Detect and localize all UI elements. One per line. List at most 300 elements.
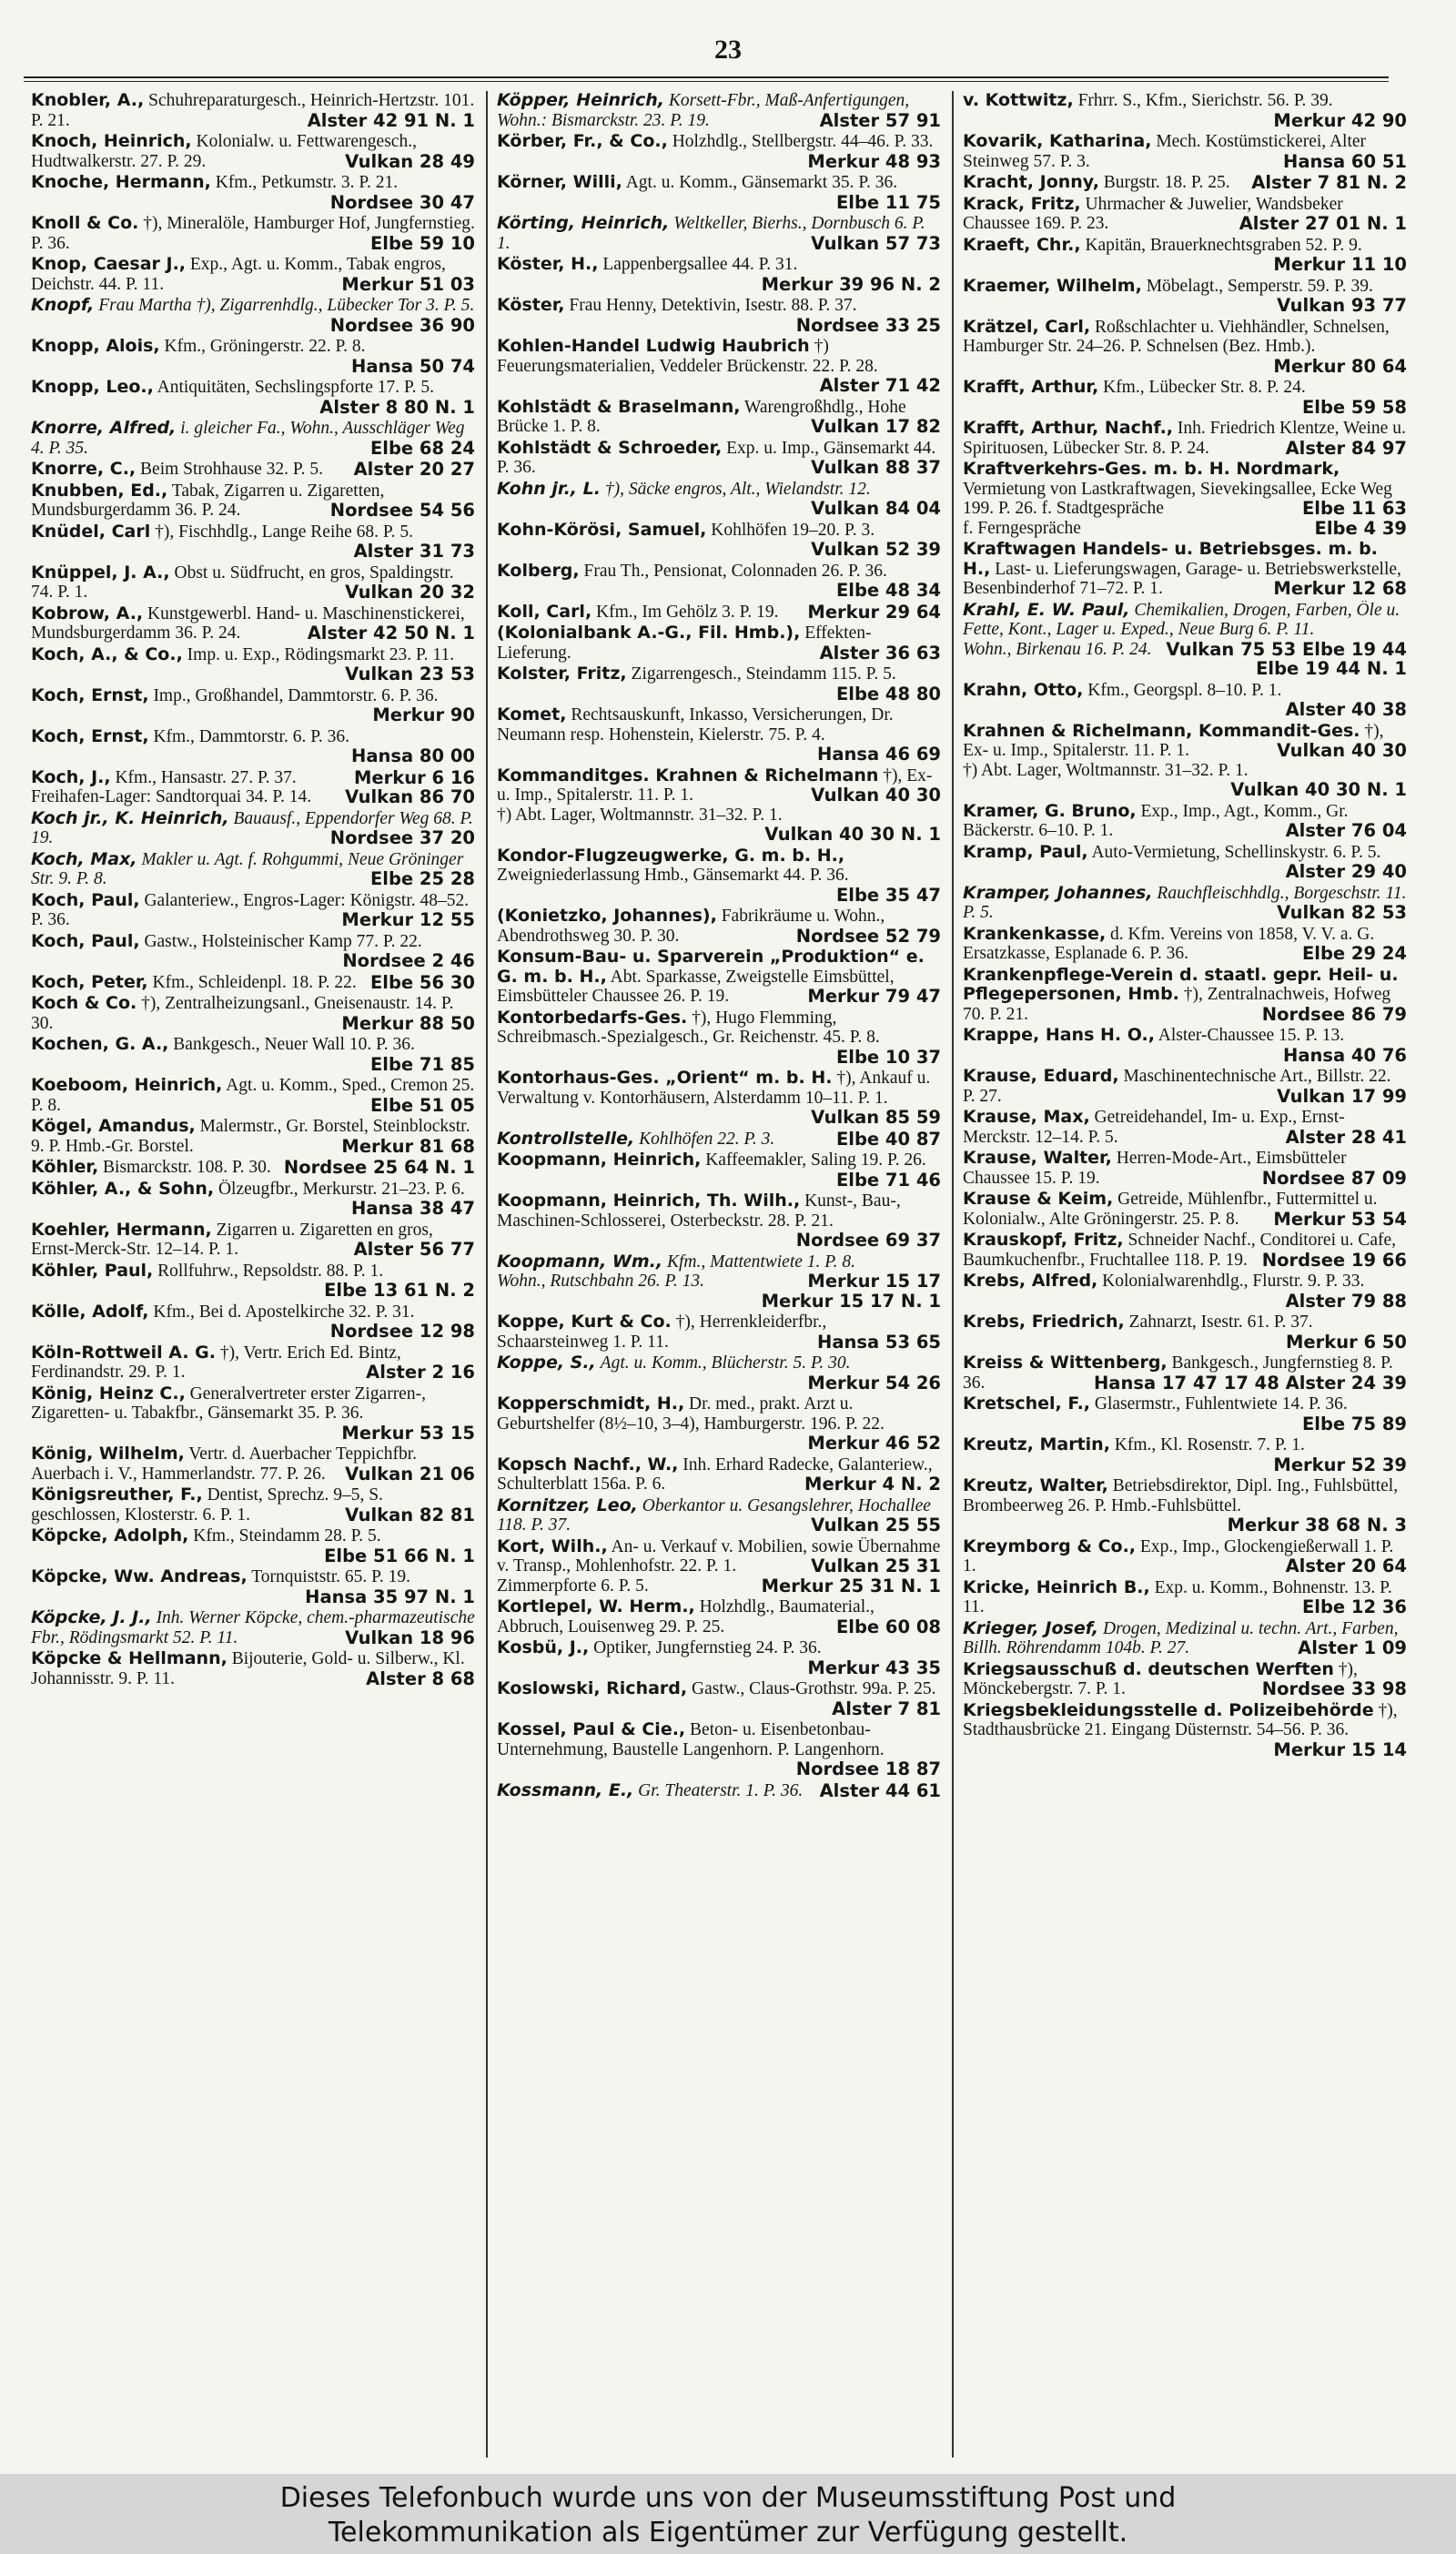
directory-entry — [497, 1312, 941, 1352]
directory-entry — [963, 681, 1407, 720]
directory-entry — [31, 973, 475, 993]
entry-details: Galanteriew., Engros-Lager: Königstr. 48–52. P. 36. — [31, 890, 470, 929]
phone-exchange: Hansa 46 69 — [817, 744, 941, 765]
directory-entry — [31, 1076, 475, 1115]
directory-entry — [497, 1496, 941, 1535]
entry-name: Koch, Max, — [31, 849, 137, 869]
entry-details: Schuhreparaturgesch., Heinrich-Hertzstr. 101. P. 21. — [31, 91, 475, 130]
entry-name: König, Heinz C., — [31, 1383, 186, 1404]
entry-details: Abt. Sparkasse, Zweigstelle Eimsbüttel, Eimsbütteler Chaussee 26. P. 19. — [497, 967, 895, 1006]
entry-name: Kontorbedarfs-Ges. — [497, 1008, 688, 1028]
phone-exchange: Merkur 39 96 N. 2 — [761, 273, 941, 294]
entry-details: Weltkeller, Bierhs., Dornbusch 6. P. 1. — [497, 214, 925, 253]
phone-exchange: Elbe 25 28 — [369, 868, 475, 889]
phone-exchange: Vulkan 40 30 N. 1 — [1230, 779, 1407, 800]
entry-name: Koeboom, Heinrich, — [31, 1076, 223, 1095]
entry-name: Kobrow, A., — [31, 603, 144, 623]
entry-details: †), Säcke engros, Alt., Wielandstr. 12. — [604, 479, 871, 499]
entry-details: Rechtsauskunft, Inkasso, Versicherungen, Dr. Neumann resp. Hohenstein, Kielerstr. 75. P. 4. — [497, 705, 894, 745]
entry-details: Antiquitäten, Sechslingspforte 17. P. 5. — [157, 378, 435, 397]
entry-name: Kohlstädt & Schroeder, — [497, 438, 723, 458]
entry-details: Imp. u. Exp., Rödingsmarkt 23. P. 11. — [187, 644, 455, 664]
directory-entry — [963, 1067, 1407, 1106]
entry-name: König, Wilhelm, — [31, 1444, 185, 1464]
phone-exchange: Merkur 38 68 N. 3 — [1227, 1515, 1407, 1535]
entry-name: Koch, J., — [31, 767, 111, 787]
entry-name: Koch, Paul, — [31, 931, 140, 951]
entry-name: Krebs, Friedrich, — [963, 1312, 1125, 1332]
phone-exchange: Merkur 54 26 — [807, 1372, 941, 1393]
entry-name: Körner, Willi, — [497, 173, 622, 192]
entry-details: †), Vertr. Erich Ed. Bintz, Ferdinandstr. 29. P. 1. — [31, 1343, 401, 1382]
entry-name: Kramp, Paul, — [963, 842, 1088, 862]
directory-entry — [963, 91, 1407, 130]
directory-entry — [497, 398, 941, 437]
entry-name: Knop, Caesar J., — [31, 255, 187, 274]
phone-exchange: Hansa 35 97 N. 1 — [305, 1586, 475, 1606]
directory-entry — [497, 132, 941, 171]
phone-exchange: Nordsee 52 79 — [795, 925, 941, 946]
entry-name: Knopf, — [31, 296, 95, 315]
phone-exchange: Vulkan 20 32 — [345, 582, 475, 603]
directory-entry — [497, 1394, 941, 1454]
entry-details: Agt. u. Komm., Sped., Cremon 25. P. 8. — [31, 1076, 475, 1115]
entry-details: Gastw., Holsteinischer Kamp 77. P. 22. — [144, 931, 422, 951]
entry-details: Kfm., Schleidenpl. 18. P. 22. — [152, 972, 357, 992]
entry-details: Zigarrengesch., Steindamm 115. P. 5. — [631, 664, 896, 684]
entry-details: Bismarckstr. 108. P. 30. — [103, 1158, 271, 1177]
phone-exchange: Alster 8 68 — [366, 1667, 475, 1688]
directory-entry — [497, 1191, 941, 1251]
phone-exchange: Merkur 25 31 N. 1 — [761, 1575, 941, 1596]
entry-name: Koch, A., & Co., — [31, 644, 183, 664]
entry-name: Krankenkasse, — [963, 924, 1107, 944]
entry-details: Getreidehandel, Im- u. Exp., Ernst-Merckstr. 12–14. P. 5. — [963, 1108, 1345, 1147]
phone-exchange: Elbe 51 66 N. 1 — [324, 1545, 475, 1566]
directory-entry — [31, 481, 475, 521]
entry-name: Krafft, Arthur, Nachf., — [963, 419, 1174, 438]
directory-entry — [963, 802, 1407, 841]
entry-name: Koppe, Kurt & Co. — [497, 1312, 672, 1332]
directory-entry — [963, 318, 1407, 377]
entry-name: Krauskopf, Fritz, — [963, 1231, 1124, 1250]
phone-exchange: Hansa 60 51 — [1283, 150, 1407, 171]
phone-exchange: Alster 20 64 — [1285, 1556, 1407, 1576]
entry-name: Köpcke, Adolph, — [31, 1526, 189, 1546]
entry-details: Lappenbergsallee 44. P. 31. — [602, 255, 798, 274]
entry-details: Kunst-, Bau-, Maschinen-Schlosserei, Osterbeckstr. 28. P. 21. — [497, 1191, 901, 1231]
directory-entry — [497, 1720, 941, 1779]
column-divider — [952, 91, 954, 2458]
entry-name: Kreutz, Walter, — [963, 1476, 1108, 1495]
phone-exchange: Elbe 4 39 — [1314, 517, 1407, 538]
directory-entry — [497, 521, 941, 560]
directory-entry — [31, 296, 475, 335]
entry-name: Köln-Rottweil A. G. — [31, 1343, 216, 1363]
directory-entry — [31, 1180, 475, 1219]
header-rule — [24, 76, 1389, 78]
entry-name: Kramper, Johannes, — [963, 883, 1153, 903]
entry-name: Koch, Ernst, — [31, 726, 149, 746]
directory-entry — [31, 727, 475, 766]
entry-details: Oberkantor u. Gesangslehrer, Hochallee 118. P. 37. — [497, 1495, 931, 1535]
entry-name: Krack, Fritz, — [963, 194, 1081, 214]
phone-exchange: Merkur 15 14 — [1273, 1738, 1407, 1759]
phone-exchange: Vulkan 21 06 — [345, 1463, 475, 1484]
entry-details: Inh. Werner Köpcke, chem.-pharmazeutische Fbr., Rödingsmarkt 52. P. 11. — [31, 1608, 475, 1647]
entry-name: Komet, — [497, 705, 567, 725]
directory-entry — [31, 604, 475, 644]
phone-exchange: Merkur 11 10 — [1273, 254, 1407, 275]
directory-entry — [497, 623, 941, 663]
phone-exchange: Nordsee 19 66 — [1261, 1249, 1407, 1270]
directory-entry — [497, 1638, 941, 1677]
phone-exchange: Hansa 17 47 17 48 Alster 24 39 — [1093, 1372, 1407, 1393]
phone-exchange: Merkur 15 17 N. 1 — [761, 1290, 941, 1311]
entry-details: Frhrr. S., Kfm., Sierichstr. 56. P. 39. — [1077, 91, 1333, 110]
directory-entry — [963, 460, 1407, 538]
entry-details: Gr. Theaterstr. 1. P. 36. — [638, 1780, 804, 1800]
entry-details: Kaffeemakler, Saling 19. P. 26. — [705, 1150, 926, 1170]
phone-exchange: Elbe 12 36 — [1301, 1596, 1407, 1617]
directory-entry — [31, 460, 475, 480]
entry-name: Königsreuther, F., — [31, 1485, 203, 1505]
phone-exchange: Alster 57 91 — [819, 109, 941, 130]
entry-details: Tornquiststr. 65. P. 19. — [251, 1567, 410, 1586]
column-divider — [486, 91, 488, 2458]
phone-exchange: Merkur 6 16 — [354, 767, 475, 788]
phone-exchange: Hansa 50 74 — [351, 355, 475, 376]
directory-entry — [31, 891, 475, 930]
entry-name: Koopmann, Heinrich, Th. Wilh., — [497, 1191, 801, 1211]
entry-details: Betriebsdirektor, Dipl. Ing., Fuhlsbüttel, Brombeerweg 26. P. Hmb.-Fuhlsbüttel. — [963, 1476, 1399, 1515]
phone-exchange: Merkur 88 50 — [341, 1012, 475, 1033]
directory-entry — [497, 1252, 941, 1312]
phone-exchange: Elbe 60 08 — [835, 1616, 941, 1637]
directory-column-1 — [25, 91, 480, 2467]
phone-exchange: Hansa 38 47 — [351, 1198, 475, 1219]
entry-name: Knopp, Leo., — [31, 378, 154, 397]
entry-details: i. gleicher Fa., Wohn., Ausschläger Weg 4. P. 35. — [31, 419, 465, 458]
phone-exchange: Merkur 53 54 — [1273, 1208, 1407, 1229]
phone-exchange: Vulkan 28 49 — [345, 150, 475, 171]
entry-details: †), Ex- u. Imp., Spitalerstr. 11. P. 1. — [963, 721, 1384, 760]
entry-name: Kornitzer, Leo, — [497, 1495, 638, 1515]
entry-details: Kfm., Petkumstr. 3. P. 21. — [215, 173, 399, 192]
entry-details: Zahnarzt, Isestr. 61. P. 37. — [1128, 1312, 1313, 1332]
phone-exchange: Hansa 53 65 — [817, 1331, 941, 1352]
entry-details: Effekten-Lieferung. — [497, 623, 872, 663]
directory-entry — [963, 1619, 1407, 1658]
entry-name: Knobler, A., — [31, 91, 145, 110]
entry-name: Konsum-Bau- u. Sparverein „Produktion“ e. G. m. b. H., — [497, 948, 925, 987]
directory-entry — [497, 562, 941, 601]
entry-name: Krause, Eduard, — [963, 1067, 1119, 1086]
entry-details: Herren-Mode-Art., Eimsbütteler Chaussee 15. P. 19. — [963, 1149, 1347, 1188]
entry-details: Zweigniederlassung Hmb., Gänsemarkt 44. P. 36. — [497, 866, 849, 885]
directory-entry — [963, 195, 1407, 234]
entry-name: Koch, Peter, — [31, 972, 148, 992]
entry-name: Kopsch Nachf., W., — [497, 1454, 679, 1475]
directory-entry — [31, 173, 475, 212]
entry-subline-text: Wohn., Rutschbahn 26. P. 13. — [497, 1272, 705, 1291]
entry-subline-text: f. Ferngespräche — [963, 518, 1081, 538]
entry-details: Zigarren u. Zigaretten en gros, Ernst-Merck-Str. 12–14. P. 1. — [31, 1220, 433, 1259]
directory-entry — [31, 1444, 475, 1484]
entry-subline-text: †) Abt. Lager, Woltmannstr. 31–32. P. 1. — [497, 805, 783, 825]
directory-entry — [497, 255, 941, 294]
entry-subline — [963, 760, 1407, 800]
phone-exchange: Merkur 4 N. 2 — [804, 1474, 941, 1495]
phone-exchange: Alster 27 01 N. 1 — [1239, 213, 1407, 234]
entry-name: Knorre, Alfred, — [31, 419, 177, 438]
directory-entry — [497, 91, 941, 130]
entry-name: Köster, H., — [497, 255, 599, 274]
directory-entry — [963, 1108, 1407, 1147]
entry-name: Krause & Keim, — [963, 1190, 1114, 1209]
phone-exchange: Alster 31 73 — [353, 541, 475, 562]
directory-entry — [497, 173, 941, 212]
directory-entry — [31, 91, 475, 130]
phone-exchange: Merkur 42 90 — [1273, 109, 1407, 130]
entry-name: Kraeft, Chr., — [963, 235, 1081, 255]
phone-exchange: Vulkan 23 53 — [345, 664, 475, 684]
entry-name: Kolster, Fritz, — [497, 664, 627, 684]
phone-exchange: Alster 71 42 — [819, 375, 941, 396]
directory-entry — [497, 1353, 941, 1393]
directory-entry — [497, 766, 941, 845]
phone-exchange: Nordsee 18 87 — [795, 1758, 941, 1779]
entry-name: Koslowski, Richard, — [497, 1679, 688, 1698]
phone-exchange: Alster 20 27 — [353, 460, 475, 480]
phone-exchange: Alster 8 80 N. 1 — [319, 396, 475, 417]
phone-exchange: Alster 2 16 — [366, 1362, 475, 1383]
entry-name: Kohlen-Handel Ludwig Haubrich — [497, 337, 810, 356]
entry-details: Kfm., Dammtorstr. 6. P. 36. — [153, 726, 350, 746]
phone-exchange: Alster 40 38 — [1285, 699, 1407, 720]
directory-entry — [31, 378, 475, 417]
entry-details: †), Zentralheizungsanl., Gneisenaustr. 14. P. 30. — [31, 994, 454, 1033]
entry-name: Krafft, Arthur, — [963, 378, 1099, 397]
entry-details: Korsett-Fbr., Maß-Anfertigungen, Wohn.: Bismarckstr. 23. P. 19. — [497, 91, 910, 130]
entry-subline — [497, 805, 941, 845]
entry-details: Tabak, Zigarren u. Zigaretten, Mundsburgerdamm 36. P. 24. — [31, 481, 385, 520]
entry-name: Kriegsbekleidungsstelle d. Polizeibehörde — [963, 1700, 1374, 1720]
entry-name: Krahl, E. W. Paul, — [963, 600, 1130, 620]
entry-name: Kohn-Körösi, Samuel, — [497, 520, 707, 540]
phone-exchange: Alster 76 04 — [1285, 820, 1407, 841]
directory-entry — [31, 809, 475, 848]
phone-exchange: Merkur 43 35 — [807, 1657, 941, 1677]
entry-details: Rauchfleischhdlg., Borgeschstr. 11. P. 5. — [963, 883, 1407, 922]
directory-entry — [31, 563, 475, 603]
entry-name: Krieger, Josef, — [963, 1618, 1099, 1638]
entry-details: †), Herrenkleiderfbr., Schaarsteinweg 1. P. 11. — [497, 1312, 827, 1352]
phone-exchange: Vulkan 25 31 — [811, 1556, 941, 1576]
directory-entry — [963, 722, 1407, 800]
phone-exchange: Vulkan 40 30 N. 1 — [764, 824, 941, 845]
phone-exchange: Alster 42 91 N. 1 — [307, 109, 475, 130]
phone-exchange: Vulkan 17 82 — [811, 416, 941, 437]
phone-exchange: Elbe 10 37 — [835, 1046, 941, 1067]
entry-name: Knüppel, J. A., — [31, 562, 170, 583]
entry-name: Koehler, Hermann, — [31, 1220, 212, 1240]
phone-exchange: Merkur 79 47 — [807, 986, 941, 1007]
directory-entry — [963, 1537, 1407, 1576]
phone-exchange: Elbe 11 63 — [1301, 498, 1407, 519]
entry-name: Kovarik, Katharina, — [963, 132, 1152, 151]
phone-exchange: Nordsee 86 79 — [1261, 1003, 1407, 1024]
entry-name: Knopp, Alois, — [31, 337, 160, 356]
directory-entry — [963, 1476, 1407, 1535]
entry-details: Frau Th., Pensionat, Colonnaden 26. P. 36. — [583, 561, 887, 581]
phone-exchange: Elbe 48 34 — [835, 580, 941, 601]
entry-name: Kreutz, Martin, — [963, 1435, 1110, 1454]
phone-exchange: Alster 56 77 — [353, 1239, 475, 1260]
entry-name: Köpper, Heinrich, — [497, 91, 664, 110]
entry-details: †), Stadthausbrücke 21. Eingang Düsternstr. 54–56. P. 36. — [963, 1700, 1398, 1739]
directory-entry — [31, 1485, 475, 1525]
entry-name: Kontrollstelle, — [497, 1129, 635, 1149]
entry-name: Kommanditges. Krahnen & Richelmann — [497, 765, 879, 785]
entry-details: Roßschlachter u. Viehhändler, Schnelsen, Hamburger Str. 24–26. P. Schnelsen (Bez. Hmb.). — [963, 317, 1390, 356]
entry-details: Kolonialwarenhdlg., Flurstr. 9. P. 33. — [1102, 1272, 1365, 1291]
entry-subline-text: Zimmerpforte 6. P. 5. — [497, 1576, 649, 1596]
directory-entry — [497, 705, 941, 765]
entry-name: Knorre, C., — [31, 460, 136, 479]
phone-exchange: Alster 29 40 — [1285, 861, 1407, 882]
entry-name: Krause, Walter, — [963, 1149, 1112, 1168]
entry-details: Uhrmacher & Juwelier, Wandsbeker Chaussee 169. P. 23. — [963, 194, 1343, 233]
phone-exchange: Elbe 29 24 — [1301, 943, 1407, 964]
entry-details: Kfm., Gröningerstr. 22. P. 8. — [164, 337, 366, 356]
entry-name: Kontorhaus-Ges. „Orient“ m. b. H. — [497, 1069, 833, 1088]
entry-details: Warengroßhdlg., Hohe Brücke 1. P. 8. — [497, 397, 906, 436]
phone-exchange: Merkur 52 39 — [1273, 1454, 1407, 1475]
phone-exchange: Vulkan 93 77 — [1277, 295, 1407, 316]
entry-subline — [31, 787, 475, 807]
directory-entry — [31, 850, 475, 889]
entry-details: Kfm., Steindamm 28. P. 5. — [193, 1526, 381, 1546]
entry-name: Koch jr., K. Heinrich, — [31, 808, 229, 828]
directory-entry — [963, 925, 1407, 964]
phone-exchange: Elbe 75 89 — [1301, 1413, 1407, 1434]
entry-name: Kossel, Paul & Cie., — [497, 1720, 686, 1739]
directory-entry — [31, 932, 475, 971]
entry-details: Kfm., Hansastr. 27. P. 37. — [115, 767, 297, 787]
entry-details: Malermstr., Gr. Borstel, Steinblockstr. 9. P. Hmb.-Gr. Borstel. — [31, 1117, 470, 1156]
directory-entry — [963, 1394, 1407, 1434]
entry-name: Köhler, Paul, — [31, 1261, 154, 1281]
directory-entry — [963, 277, 1407, 316]
directory-entry — [497, 948, 941, 1007]
directory-entry — [963, 1701, 1407, 1760]
entry-name: Knoche, Hermann, — [31, 173, 211, 192]
directory-entry — [963, 1231, 1407, 1270]
entry-subline-text: Freihafen-Lager: Sandtorquai 34. P. 14. — [31, 787, 312, 806]
phone-exchange: Nordsee 30 47 — [329, 191, 475, 212]
phone-exchange: Elbe 11 75 — [835, 191, 941, 212]
directory-entry — [963, 1578, 1407, 1617]
entry-details: Agt. u. Komm., Gänsemarkt 35. P. 36. — [625, 173, 898, 192]
phone-exchange: Elbe 35 47 — [835, 884, 941, 905]
entry-details: Alster-Chaussee 15. P. 13. — [1158, 1026, 1345, 1045]
entry-details: Bauausf., Eppendorfer Weg 68. P. 19. — [31, 808, 473, 847]
directory-entry — [497, 296, 941, 335]
entry-details: Dentist, Sprechz. 9–5, S. geschlossen, Klosterstr. 6. P. 1. — [31, 1485, 383, 1525]
directory-entry — [31, 132, 475, 171]
directory-entry — [497, 846, 941, 906]
phone-exchange: Vulkan 82 81 — [345, 1504, 475, 1525]
entry-details: Schneider Nachf., Conditorei u. Cafe, Baumkuchenfbr., Fruchtallee 118. P. 19. — [963, 1231, 1397, 1270]
phone-exchange: Vulkan 84 04 — [811, 498, 941, 519]
phone-exchange: Vulkan 40 30 — [811, 785, 941, 806]
entry-details: Exp., Imp., Agt., Komm., Gr. Bäckerstr. 6–10. P. 1. — [963, 801, 1349, 840]
phone-exchange: Merkur 6 50 — [1286, 1331, 1407, 1352]
phone-exchange: Alster 44 61 — [819, 1780, 941, 1800]
directory-entry — [963, 1272, 1407, 1311]
phone-exchange: Elbe 19 44 N. 1 — [1256, 658, 1407, 679]
entry-details: Kolonialw. u. Fettwarengesch., Hudtwalkerstr. 27. P. 29. — [31, 132, 417, 171]
entry-details: Vertr. d. Auerbacher Teppichfbr. Auerbach i. V., Hammerlandstr. 77. P. 26. — [31, 1444, 417, 1484]
phone-exchange: Alster 1 09 — [1298, 1637, 1407, 1658]
phone-exchange: Merkur 51 03 — [341, 273, 475, 294]
entry-details: Gastw., Claus-Grothstr. 99a. P. 25. — [691, 1679, 936, 1698]
entry-name: Koll, Carl, — [497, 602, 592, 622]
phone-exchange: Merkur 53 15 — [341, 1422, 475, 1443]
directory-entry — [497, 1537, 941, 1596]
directory-entry — [963, 884, 1407, 923]
entry-name: Koch & Co. — [31, 994, 137, 1013]
directory-entry — [31, 1302, 475, 1342]
directory-entry — [963, 378, 1407, 417]
entry-details: Getreide, Mühlenfbr., Futtermittel u. Kolonialw., Alte Gröningerstr. 25. P. 8. — [963, 1190, 1378, 1229]
directory-entry — [963, 1312, 1407, 1352]
entry-name: Koopmann, Wm., — [497, 1252, 663, 1272]
phone-exchange: Alster 28 41 — [1285, 1126, 1407, 1147]
directory-entry — [31, 1221, 475, 1260]
phone-exchange: Elbe 13 61 N. 2 — [324, 1280, 475, 1301]
entry-name: Köster, — [497, 296, 565, 315]
directory-entry — [963, 1660, 1407, 1699]
entry-name: Krause, Max, — [963, 1108, 1090, 1127]
phone-exchange: Elbe 51 05 — [369, 1094, 475, 1115]
entry-details: Inh. Erhard Radecke, Galanteriew., Schulterblatt 156a. P. 6. — [497, 1454, 933, 1494]
entry-details: Vermietung von Lastkraftwagen, Sievekingsallee, Ecke Weg 199. P. 26. f. Stadtgespräche — [963, 479, 1392, 518]
phone-exchange: Alster 7 81 — [832, 1698, 941, 1718]
directory-entry — [963, 236, 1407, 275]
entry-subline-text: †) Abt. Lager, Woltmannstr. 31–32. P. 1. — [963, 760, 1249, 780]
directory-entry — [31, 1117, 475, 1156]
entry-details: Auto-Vermietung, Schellinskystr. 6. P. 5. — [1091, 842, 1381, 862]
page-number: 23 — [714, 35, 742, 65]
entry-details: †), Fischhdlg., Lange Reihe 68. P. 5. — [155, 522, 413, 542]
entry-name: Köpcke, Ww. Andreas, — [31, 1567, 248, 1586]
entry-details: Drogen, Medizinal u. techn. Art., Farben, Billh. Röhrendamm 104b. P. 27. — [963, 1618, 1399, 1657]
entry-details: Exp. u. Imp., Gänsemarkt 44. P. 36. — [497, 438, 936, 477]
phone-exchange: Vulkan 57 73 — [811, 232, 941, 253]
phone-exchange: Vulkan 86 70 — [345, 786, 475, 807]
entry-details: Kohlhöfen 19–20. P. 3. — [711, 520, 875, 540]
entry-name: Köhler, — [31, 1158, 99, 1177]
entry-name: (Kolonialbank A.-G., Fil. Hmb.), — [497, 623, 801, 643]
directory-entry — [963, 1435, 1407, 1475]
entry-name: Kohn jr., L. — [497, 479, 601, 499]
directory-entry — [31, 768, 475, 807]
entry-details: Inh. Friedrich Klentze, Weine u. Spirituosen, Lübecker Str. 8. P. 24. — [963, 419, 1406, 458]
phone-exchange: Nordsee 36 90 — [329, 314, 475, 335]
entry-subline-text: Wohn., Birkenau 16. P. 24. — [963, 639, 1152, 659]
